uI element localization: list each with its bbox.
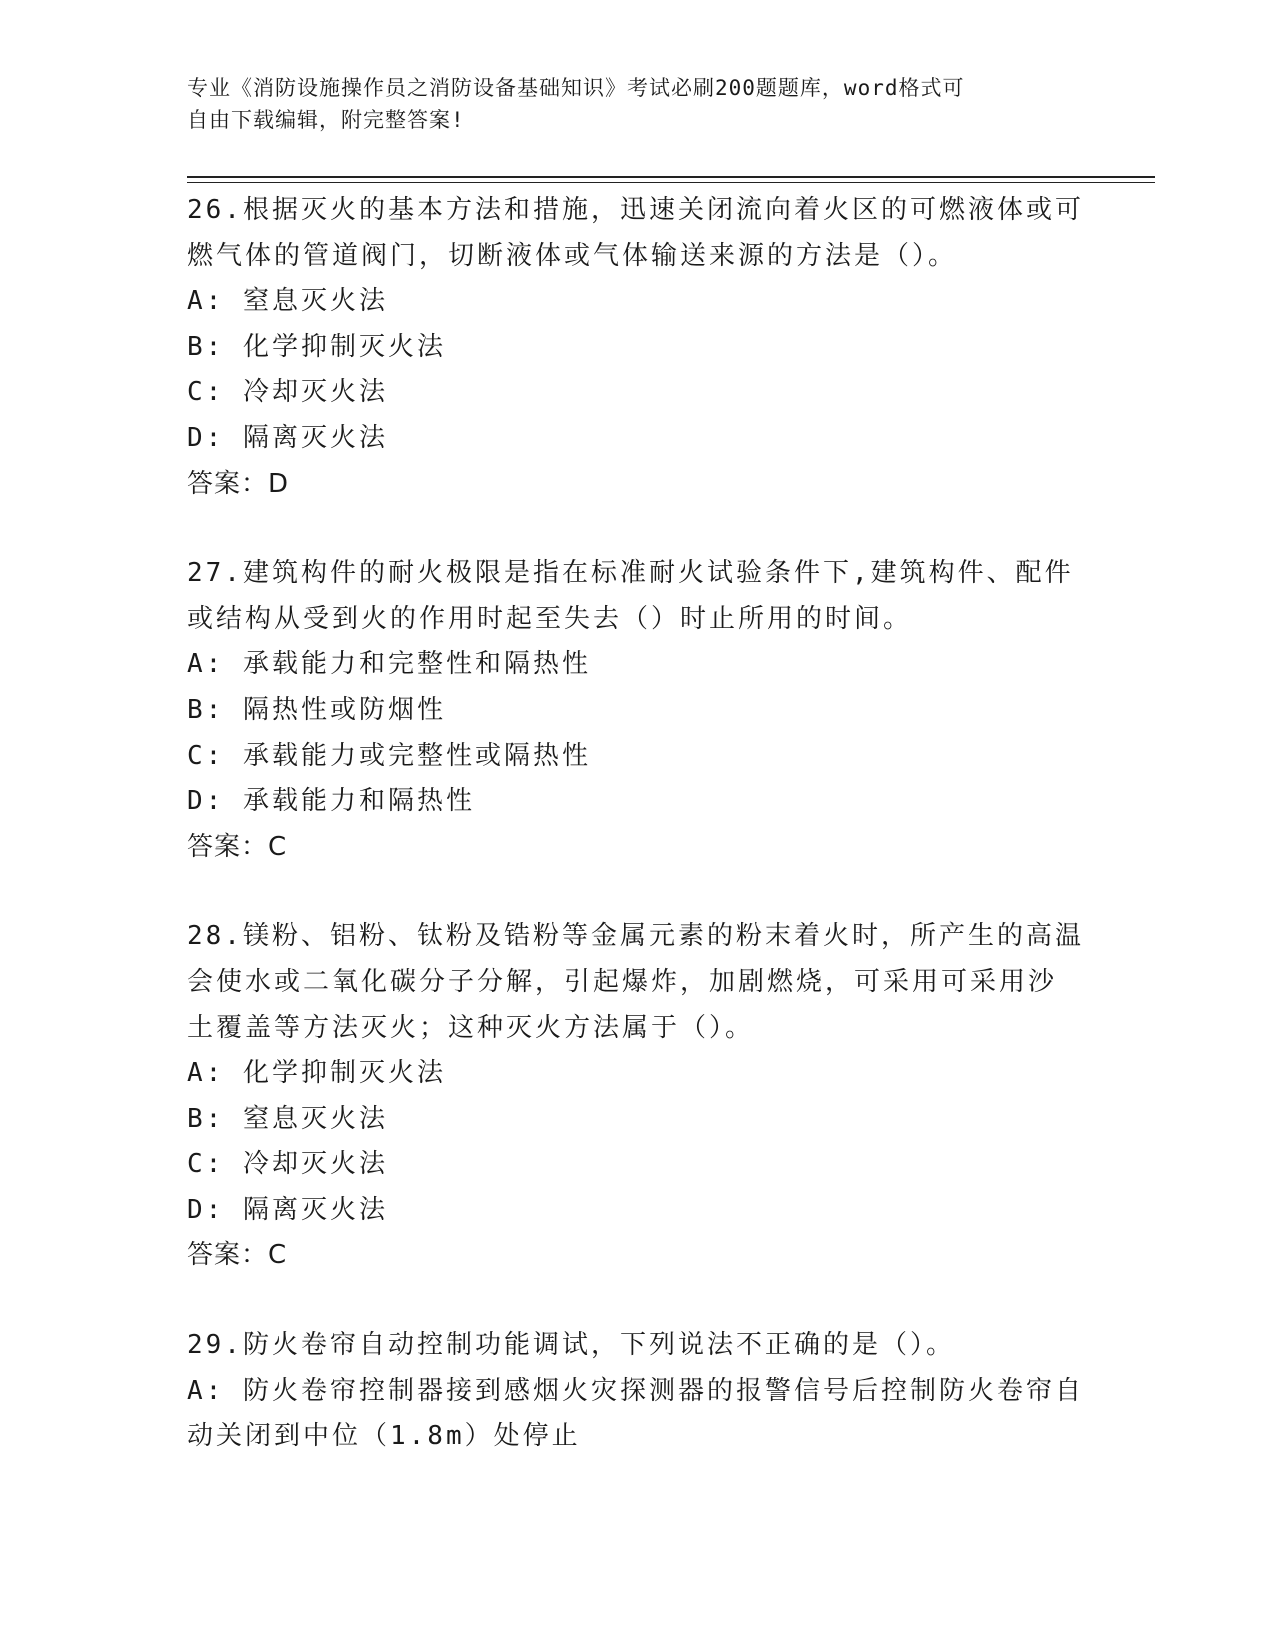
question-stem-line: 26.根据灭火的基本方法和措施，迅速关闭流向着火区的可燃液体或可 <box>187 195 1084 225</box>
header-divider-thin <box>187 182 1155 183</box>
header-line-2: 自由下载编辑，附完整答案! <box>187 108 465 132</box>
question-list <box>187 188 1087 1504</box>
question-26 <box>187 188 1087 507</box>
option-a: A: 防火卷帘控制器接到感烟火灾探测器的报警信号后控制防火卷帘自 <box>187 1375 1084 1406</box>
option-c: C: 冷却灭火法 <box>187 1149 388 1180</box>
question-stem-line: 27.建筑构件的耐火极限是指在标准耐火试验条件下,建筑构件、配件 <box>187 558 1074 589</box>
option-a: A: 化学抑制灭火法 <box>187 1058 446 1089</box>
question-stem-line: 28.镁粉、铝粉、钛粉及锆粉等金属元素的粉末着火时，所产生的高温 <box>187 921 1084 952</box>
option-d: D: 隔离灭火法 <box>187 1194 388 1225</box>
option-b: B: 隔热性或防烟性 <box>187 694 446 725</box>
option-c: C: 承载能力或完整性或隔热性 <box>187 740 591 771</box>
question-stem-line: 土覆盖等方法灭火；这种灭火方法属于（）。 <box>187 1012 755 1043</box>
question-stem-line: 29.防火卷帘自动控制功能调试，下列说法不正确的是（）。 <box>187 1330 955 1361</box>
document-header <box>187 72 1087 136</box>
option-d: D: 承载能力和隔热性 <box>187 786 475 817</box>
option-a: A: 承载能力和完整性和隔热性 <box>187 649 591 680</box>
answer-label: 答案：C <box>187 831 288 862</box>
option-a: A: 窒息灭火法 <box>187 286 388 317</box>
option-b: B: 窒息灭火法 <box>187 1103 388 1134</box>
question-29 <box>187 1323 1087 1460</box>
option-d: D: 隔离灭火法 <box>187 422 388 453</box>
question-stem-line: 燃气体的管道阀门，切断液体或气体输送来源的方法是（）。 <box>187 240 958 271</box>
option-a-continued: 动关闭到中位（1.8m）处停止 <box>187 1421 581 1452</box>
question-stem-line: 或结构从受到火的作用时起至失去（）时止所用的时间。 <box>187 603 913 634</box>
question-27 <box>187 551 1087 870</box>
option-b: B: 化学抑制灭火法 <box>187 331 446 362</box>
question-stem-line: 会使水或二氧化碳分子分解，引起爆炸，加剧燃烧，可采用可采用沙 <box>187 966 1058 997</box>
header-divider-thick <box>187 176 1155 178</box>
option-c: C: 冷却灭火法 <box>187 377 388 408</box>
question-28 <box>187 914 1087 1279</box>
answer-label: 答案：D <box>187 468 290 499</box>
header-line-1: 专业《消防设施操作员之消防设备基础知识》考试必刷200题题库，word格式可 <box>187 76 965 100</box>
answer-label: 答案：C <box>187 1240 288 1271</box>
